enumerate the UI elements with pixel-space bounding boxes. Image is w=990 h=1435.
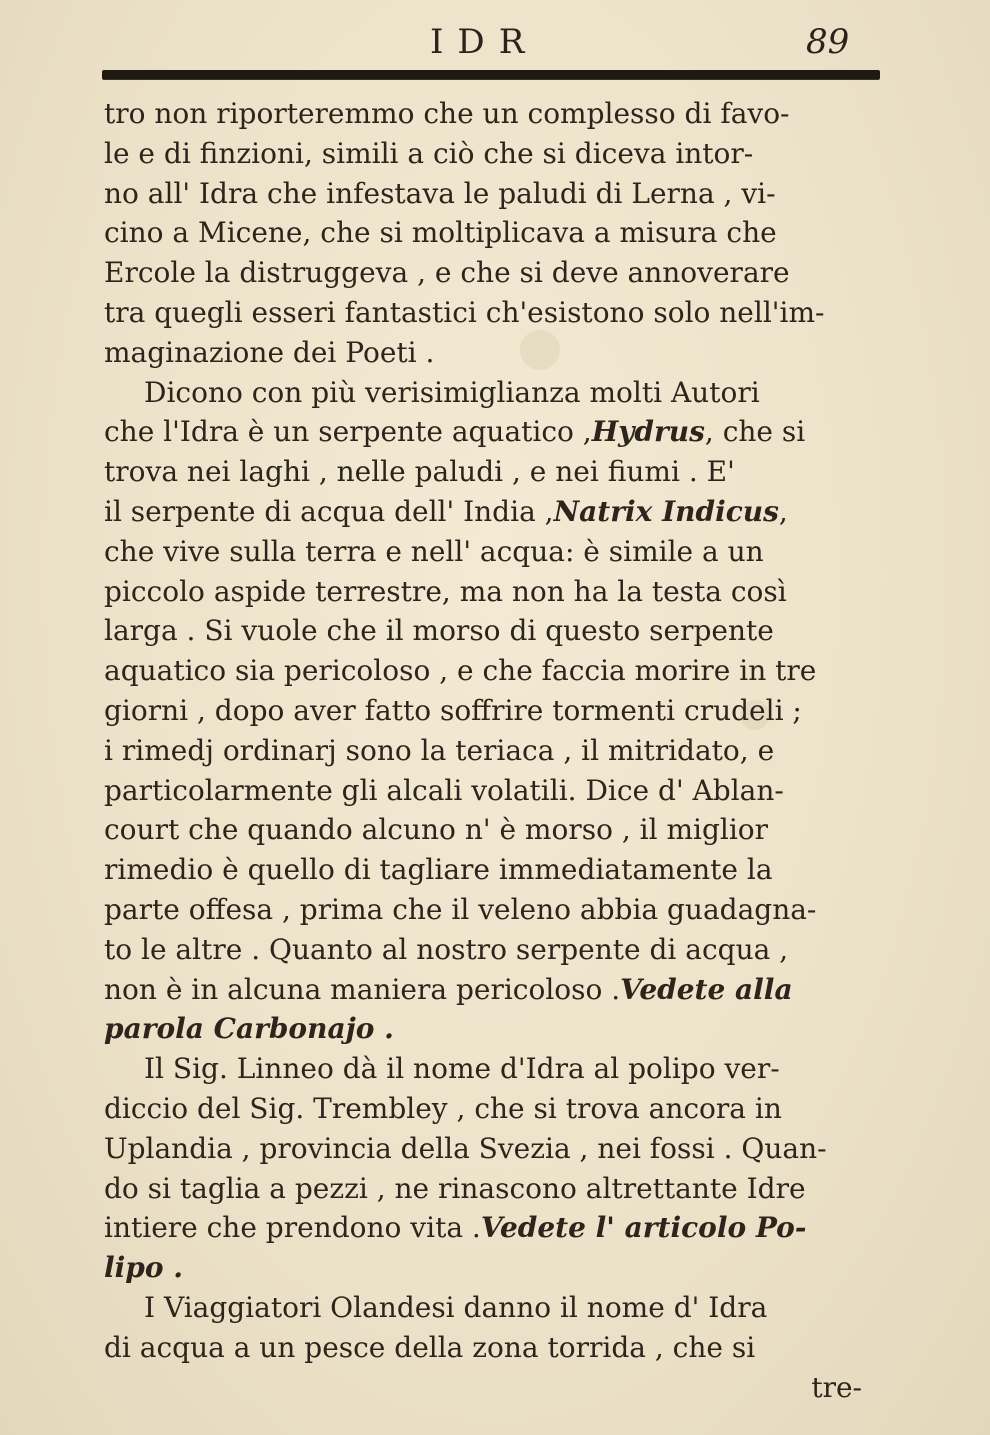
text-line: trova nei laghi , nelle paludi , e nei fiumi . E'	[104, 455, 735, 489]
text-line: court che quando alcuno n' è morso , il miglior	[104, 813, 769, 847]
text-line: Ercole la distruggeva , e che si deve annoverare	[104, 256, 790, 290]
text-line: lipo .	[104, 1251, 184, 1285]
cross-reference: Vedete l' articolo Po-	[480, 1211, 807, 1245]
catchword: tre-	[811, 1370, 862, 1404]
text-line: che l'Idra è un serpente aquatico ,Hydrus, che si	[104, 412, 892, 452]
italic-term: Hydrus	[591, 415, 705, 449]
text-line: tra quegli esseri fantastici ch'esistono solo nell'im-	[104, 295, 825, 329]
running-head-title: IDR	[430, 22, 539, 62]
text-line: il serpente di acqua dell' India ,Natrix Indicus,	[104, 492, 892, 532]
text-line: larga . Si vuole che il morso di questo serpente	[104, 614, 774, 648]
text-line: parola Carbonajo .	[104, 1012, 394, 1046]
text-line: i rimedj ordinarj sono la teriaca , il mitridato, e	[104, 733, 775, 767]
text-line: aquatico sia pericoloso , e che faccia morire in tre	[104, 654, 817, 688]
text-line: le e di finzioni, simili a ciò che si diceva intor-	[104, 136, 754, 170]
text-line: no all' Idra che infestava le paludi di Lerna , vi-	[104, 176, 776, 210]
paragraph-start-line: Dicono con più verisimiglianza molti Autori	[144, 375, 760, 409]
paragraph-start-line: Il Sig. Linneo dà il nome d'Idra al polipo ver-	[144, 1052, 780, 1086]
text-line: rimedio è quello di tagliare immediatamente la	[104, 853, 773, 887]
text-line: giorni , dopo aver fatto soffrire tormenti crudeli ;	[104, 693, 802, 727]
text-line: tro non riporteremmo che un complesso di favo-	[104, 97, 790, 130]
text-line: maginazione dei Poeti .	[104, 335, 435, 369]
text-line: cino a Micene, che si moltiplicava a misura che	[104, 216, 777, 250]
page-number: 89	[806, 22, 850, 62]
cross-reference: Vedete alla	[620, 972, 793, 1006]
text-line: Uplandia , provincia della Svezia , nei fossi . Quan-	[104, 1131, 827, 1165]
text-line: piccolo aspide terrestre, ma non ha la testa così	[104, 574, 787, 608]
paragraph-start-line: I Viaggiatori Olandesi danno il nome d' Idra	[144, 1290, 768, 1324]
text-line: intiere che prendono vita .Vedete l' articolo Po-	[104, 1208, 892, 1248]
text-line: parte offesa , prima che il veleno abbia guadagna-	[104, 892, 817, 926]
text-line: diccio del Sig. Trembley , che si trova ancora in	[104, 1091, 782, 1125]
text-line: do si taglia a pezzi , ne rinascono altrettante Idre	[104, 1171, 806, 1205]
body-text	[104, 94, 892, 1407]
text-line: non è in alcuna maniera pericoloso .Vedete alla	[104, 970, 892, 1010]
text-line: particolarmente gli alcali volatili. Dice d' Ablan-	[104, 773, 784, 807]
text-line: di acqua a un pesce della zona torrida , che si	[104, 1330, 756, 1364]
text-line: che vive sulla terra e nell' acqua: è simile a un	[104, 534, 764, 568]
italic-term: Natrix Indicus	[553, 494, 779, 528]
running-head	[0, 8, 990, 68]
header-rule	[102, 70, 880, 79]
text-line: to le altre . Quanto al nostro serpente di acqua ,	[104, 932, 789, 966]
